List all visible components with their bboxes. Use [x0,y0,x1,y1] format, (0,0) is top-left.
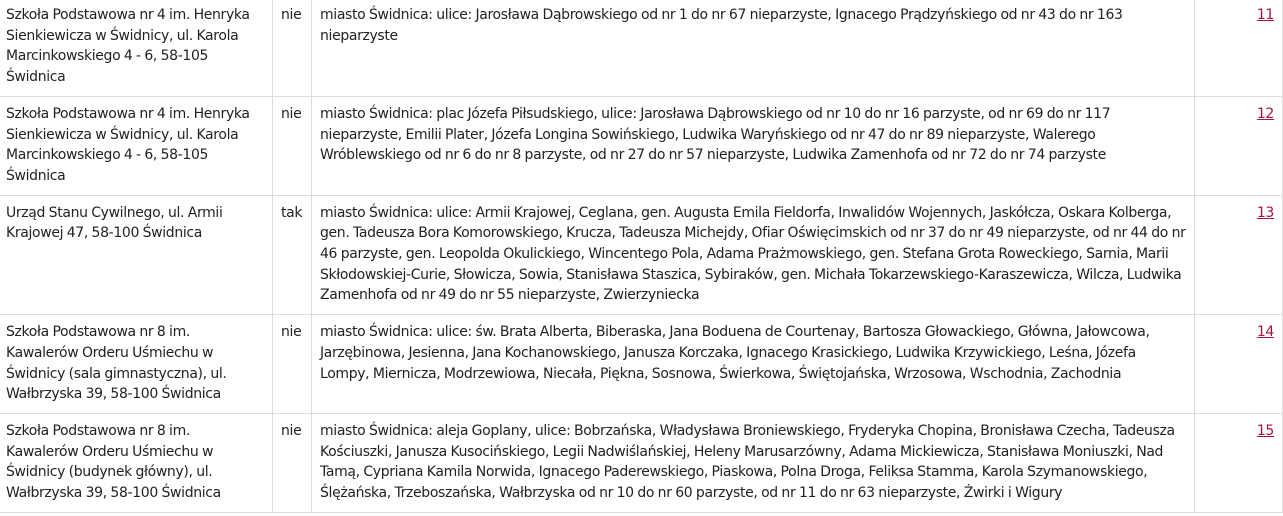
district-streets: miasto Świdnica: ulice: Jarosława Dąbrowskiego od nr 1 do nr 67 nieparzyste, Ignacego Prądzyńskiego od nr 43 do nr 163 nieparzyste [312,0,1195,96]
accessibility-status: nie [273,96,312,195]
table-row [0,413,1283,512]
district-number-cell [1195,315,1283,414]
table-row [0,0,1283,96]
district-number-link[interactable]: 15 [1256,422,1274,439]
table-row [0,195,1283,315]
accessibility-status: tak [273,195,312,315]
district-streets: miasto Świdnica: ulice: św. Brata Alberta, Biberaska, Jana Boduena de Courtenay, Bartosza Głowackiego, Główna, Jałowcowa, Jarzębinowa, Jesienna, Jana Kochanowskiego, Janusza Korczaka, Ignacego Krasickiego, Ludwika Krzywickiego, Leśna, Józefa Lompy, Miernicza, Modrzewiowa, Niecała, Piękna, Sosnowa, Świerkowa, Świętojańska, Wrzosowa, Wschodnia, Zachodnia [312,315,1195,414]
polling-station-address: Urząd Stanu Cywilnego, ul. Armii Krajowej 47, 58-100 Świdnica [0,195,273,315]
district-streets: miasto Świdnica: aleja Goplany, ulice: Bobrzańska, Władysława Broniewskiego, Fryderyka Chopina, Bronisława Czecha, Tadeusza Kościuszki, Janusza Kusocińskiego, Legii Nadwiślańskiej, Heleny Marusarzówny, Adama Mickiewicza, Stanisława Moniuszki, Nad Tamą, Cypriana Kamila Norwida, Ignacego Paderewskiego, Piaskowa, Polna Droga, Feliksa Stamma, Karola Szymanowskiego, Ślężańska, Trzeboszańska, Wałbrzyska od nr 10 do nr 60 parzyste, od nr 11 do nr 63 nieparzyste, Żwirki i Wigury [312,413,1195,512]
district-number-cell [1195,96,1283,195]
district-streets: miasto Świdnica: plac Józefa Piłsudskiego, ulice: Jarosława Dąbrowskiego od nr 10 do nr 16 parzyste, od nr 69 do nr 117 nieparzyste, Emilii Plater, Józefa Longina Sowińskiego, Ludwika Waryńskiego od nr 47 do nr 89 nieparzyste, Walerego Wróblewskiego od nr 6 do nr 8 parzyste, od nr 27 do nr 57 nieparzyste, Ludwika Zamenhofa od nr 72 do nr 74 parzyste [312,96,1195,195]
district-streets: miasto Świdnica: ulice: Armii Krajowej, Ceglana, gen. Augusta Emila Fieldorfa, Inwalidów Wojennych, Jaskółcza, Oskara Kolberga, gen. Tadeusza Bora Komorowskiego, Krucza, Tadeusza Michejdy, Ofiar Oświęcimskich od nr 37 do nr 49 nieparzyste, od nr 44 do nr 46 parzyste, gen. Leopolda Okulickiego, Wincentego Pola, Adama Prażmowskiego, gen. Stefana Grota Roweckiego, Sarnia, Marii Skłodowskiej-Curie, Słowicza, Sowia, Stanisława Staszica, Sybiraków, gen. Michała Tokarzewskiego-Karaszewicza, Wilcza, Ludwika Zamenhofa od nr 49 do nr 55 nieparzyste, Zwierzyniecka [312,195,1195,315]
table-row [0,96,1283,195]
district-number-link[interactable]: 13 [1256,204,1274,221]
accessibility-status: nie [273,0,312,96]
district-number-link[interactable]: 12 [1256,105,1274,122]
district-number-cell [1195,195,1283,315]
polling-station-address: Szkoła Podstawowa nr 4 im. Henryka Sienkiewicza w Świdnicy, ul. Karola Marcinkowskiego 4 - 6, 58-105 Świdnica [0,0,273,96]
district-number-cell [1195,0,1283,96]
district-number-link[interactable]: 11 [1256,7,1274,23]
accessibility-status: nie [273,413,312,512]
polling-station-address: Szkoła Podstawowa nr 4 im. Henryka Sienkiewicza w Świdnicy, ul. Karola Marcinkowskiego 4 - 6, 58-105 Świdnica [0,96,273,195]
polling-station-address: Szkoła Podstawowa nr 8 im. Kawalerów Orderu Uśmiechu w Świdnicy (budynek główny), ul. Wałbrzyska 39, 58-100 Świdnica [0,413,273,512]
district-number-link[interactable]: 14 [1256,324,1274,341]
district-number-cell [1195,413,1283,512]
accessibility-status: nie [273,315,312,414]
table-row [0,315,1283,414]
polling-station-address: Szkoła Podstawowa nr 8 im. Kawalerów Orderu Uśmiechu w Świdnicy (sala gimnastyczna), ul. Wałbrzyska 39, 58-100 Świdnica [0,315,273,414]
